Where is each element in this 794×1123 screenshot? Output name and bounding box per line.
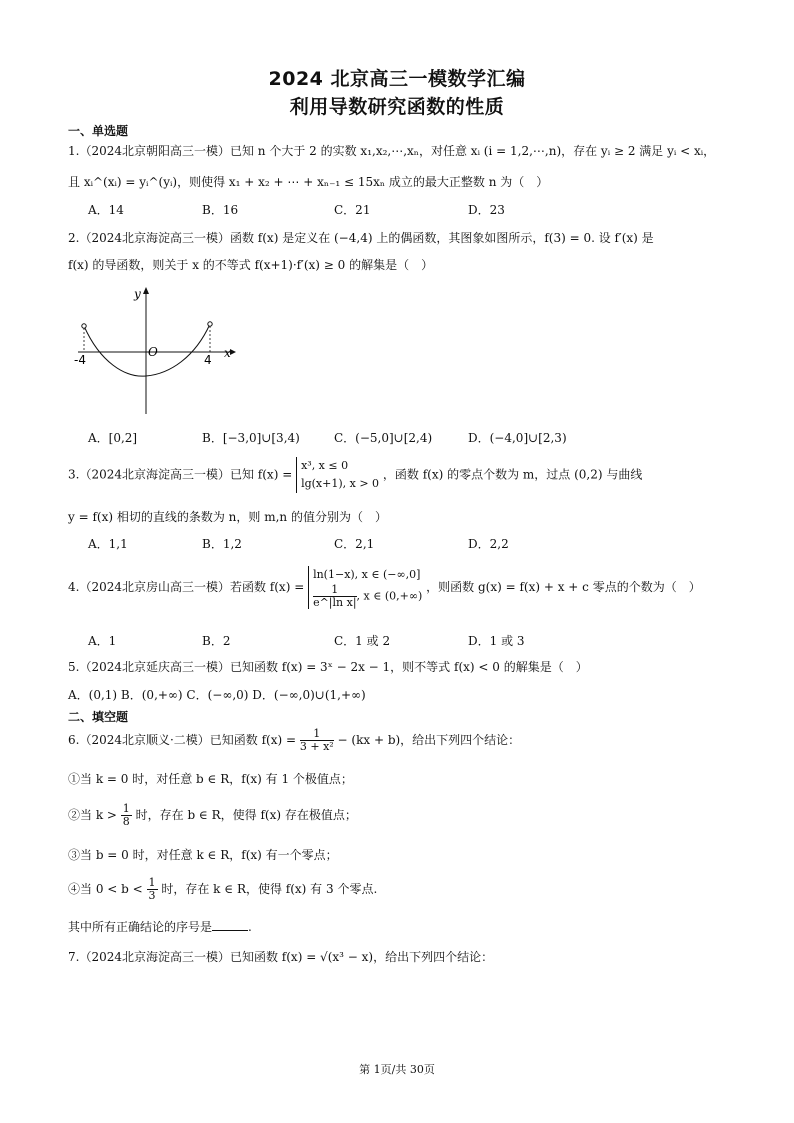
q4-case2-fraction [313,584,356,609]
q3-line1 [68,457,642,493]
q3-option-c: C．2,1 [334,537,375,551]
q3-option-a: A．1,1 [88,537,128,551]
doc-subtitle: 利用导数研究函数的性质 [289,96,505,118]
q4-case2-num: 1 [313,584,356,597]
q6-conclusion-1: ①当 k = 0 时，对任意 b ∈ R，f(x) 有 1 个极值点； [68,772,353,786]
q4-piecewise [308,566,422,609]
q6-c4-fraction [147,877,158,902]
x-label: x [224,346,231,360]
q1-option-b: B．16 [202,203,239,217]
origin-label: O [148,345,158,359]
q4-suffix: ，则函数 g(x) = f(x) + x + c 零点的个数为（ ） [426,580,701,594]
q4-case2 [313,584,422,609]
q6-c4-num: 1 [148,876,156,889]
q4-case2-tail: , x ∈ (0,+∞) [356,589,423,603]
q2-option-a: A．[0,2] [88,431,138,445]
q1-line2: 且 xᵢ^(xᵢ) = yᵢ^(yᵢ)，则使得 x₁ + x₂ + ⋯ + xₙ₋₁ ≤ 15xₙ 成立的最大正整数 n 为（ ） [68,175,549,189]
q5-line1: 5.（2024北京延庆高三一模）已知函数 f(x) = 3ˣ − 2x − 1，则不等式 f(x) < 0 的解集是（ ） [68,660,588,674]
q6-ask: 其中所有正确结论的序号是 . [68,920,252,934]
doc-title: 2024 北京高三一模数学汇编 [268,68,526,90]
q2-option-c: C．(−5,0]∪[2,4) [334,431,433,445]
q2-line1: 2.（2024北京海淀高三一模）函数 f(x) 是定义在 (−4,4) 上的偶函数，其图象如图所示，f(3) = 0. 设 f′(x) 是 [68,231,654,245]
q4-option-b: B．2 [202,634,231,648]
q6-c2-num: 1 [122,802,130,815]
q4-case1: ln(1−x), x ∈ (−∞,0] [313,568,421,581]
q6-c4-den: 3 [148,889,156,902]
page-footer: 第 1页/共 30页 [359,1063,435,1076]
q6-fraction [300,728,334,753]
q3-option-b: B．1,2 [202,537,242,551]
q6-frac-den: 3 + x² [299,740,334,753]
q6-ask-text: 其中所有正确结论的序号是 [68,920,213,934]
q6-conclusion-2 [68,803,357,828]
q2-option-b: B．[−3,0]∪[3,4) [202,431,300,445]
q6-conclusion-3: ③当 b = 0 时，对任意 k ∈ R，f(x) 有一个零点； [68,848,338,862]
q6-conclusion-4 [68,877,377,902]
q3-suffix: ，函数 f(x) 的零点个数为 m，过点 (0,2) 与曲线 [382,467,643,482]
y-axis-arrow [143,287,149,294]
q7-line1: 7.（2024北京海淀高三一模）已知函数 f(x) = √(x³ − x)，给出下列四个结论： [68,950,494,964]
q6-prefix: 6.（2024北京顺义·二模）已知函数 f(x) = [68,733,297,747]
q6-suffix: − (kx + b)，给出下列四个结论： [337,733,521,747]
q2-line2: f(x) 的导函数，则关于 x 的不等式 f(x+1)·f′(x) ≥ 0 的解集是（ ） [68,258,434,272]
q3-option-d: D．2,2 [468,537,509,551]
q6-c4-pre: ④当 0 < b < [68,882,143,896]
answer-blank[interactable] [212,920,248,931]
q1-option-d: D．23 [468,203,505,217]
open-endpoint-left [82,324,86,328]
q6-c4-post: 时，存在 k ∈ R，使得 f(x) 有 3 个零点. [161,882,378,896]
q3-prefix: 3.（2024北京海淀高三一模）已知 f(x) = [68,467,293,482]
q4-option-a: A．1 [88,634,117,648]
q4-option-c: C．1 或 2 [334,634,391,648]
section-single-choice: 一、单选题 [68,124,129,138]
q6-c2-den: 8 [122,815,130,828]
open-endpoint-right [208,322,212,326]
q2-option-d: D．(−4,0]∪[2,3) [468,431,567,445]
function-curve [84,324,210,376]
q5-options: A．(0,1) B．(0,+∞) C．(−∞,0) D．(−∞,0)∪(1,+∞) [68,688,366,702]
x-axis-arrow [230,349,236,355]
q4-prefix: 4.（2024北京房山高三一模）若函数 f(x) = [68,580,305,594]
q3-piecewise [296,457,379,493]
q3-line2: y = f(x) 相切的直线的条数为 n，则 m,n 的值分别为（ ） [68,510,387,524]
q6-c2-pre: ②当 k > [68,808,117,822]
q1-line1: 1.（2024北京朝阳高三一模）已知 n 个大于 2 的实数 x₁,x₂,⋯,xₙ，对任意 xᵢ (i = 1,2,⋯,n)，存在 yᵢ ≥ 2 满足 yᵢ < xᵢ， [68,144,716,158]
section-fill-in: 二、填空题 [68,710,129,724]
left-tick-label: -4 [74,353,86,367]
q3-case1: x³, x ≤ 0 [301,459,349,472]
q4-option-d: D．1 或 3 [468,634,525,648]
q6-line1 [68,728,520,753]
q4-line1 [68,566,701,609]
q1-option-c: C．21 [334,203,371,217]
q6-c2-post: 时，存在 b ∈ R，使得 f(x) 存在极值点； [135,808,357,822]
q1-option-a: A．14 [88,203,124,217]
y-label: y [134,287,141,301]
q6-c2-fraction [121,803,132,828]
q3-case2: lg(x+1), x > 0 [301,477,380,490]
q4-case2-den: e^|ln x| [313,596,357,609]
q2-function-graph [70,282,240,418]
right-tick-label: 4 [204,353,212,367]
q6-frac-num: 1 [300,728,334,741]
